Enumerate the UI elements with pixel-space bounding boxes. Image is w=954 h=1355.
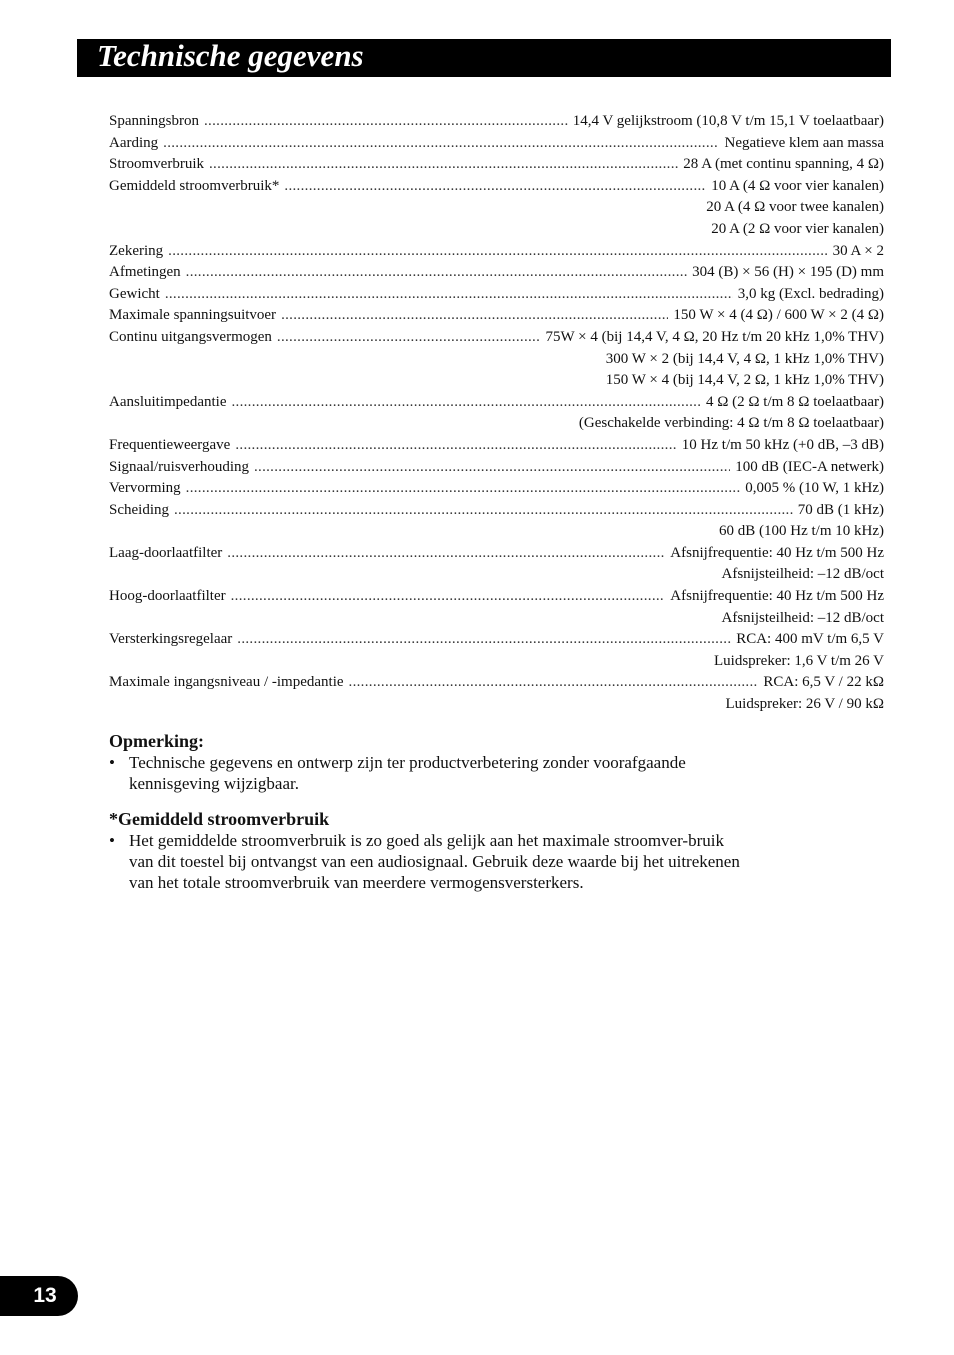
spec-label: Versterkingsregelaar bbox=[109, 631, 233, 648]
spec-label: Hoog-doorlaatfilter bbox=[109, 588, 226, 605]
spec-value: 70 dB (1 kHz) bbox=[797, 501, 884, 518]
remark-bullet-item bbox=[109, 752, 749, 794]
page-number: 13 bbox=[33, 1284, 57, 1307]
spec-row bbox=[109, 502, 884, 524]
spec-label: Aansluitimpedantie bbox=[109, 393, 227, 410]
average-consumption-text: Het gemiddelde stroomverbruik is zo goed als gelijk aan het maximale stroomver-bruik van dit toestel bij ontvangst van een audiosignaal. Gebruik deze waarde bij het uitrekenen van het totale stroomverbruik van meerdere vermogensversterkers. bbox=[129, 831, 740, 892]
spec-row-continuation bbox=[109, 523, 884, 545]
dot-leader bbox=[209, 156, 678, 173]
remark-heading: Opmerking: bbox=[109, 731, 205, 751]
spec-row-continuation bbox=[109, 610, 884, 632]
spec-row bbox=[109, 156, 884, 178]
page-title: Technische gegevens bbox=[97, 38, 364, 73]
spec-value: Afsnijsteilheid: –12 dB/oct bbox=[721, 609, 884, 626]
dot-leader bbox=[284, 178, 706, 195]
title-bar bbox=[77, 39, 891, 77]
spec-label: Vervorming bbox=[109, 480, 181, 497]
spec-value: Afsnijfrequentie: 40 Hz t/m 500 Hz bbox=[670, 588, 884, 605]
spec-label: Frequentieweergave bbox=[109, 436, 231, 453]
spec-row bbox=[109, 264, 884, 286]
spec-row bbox=[109, 113, 884, 135]
spec-row bbox=[109, 674, 884, 696]
spec-row bbox=[109, 394, 884, 416]
dot-leader bbox=[163, 135, 719, 152]
bullet-mark: • bbox=[109, 753, 115, 772]
spec-value: 304 (B) × 56 (H) × 195 (D) mm bbox=[692, 264, 884, 281]
spec-row bbox=[109, 307, 884, 329]
spec-value: 60 dB (100 Hz t/m 10 kHz) bbox=[719, 523, 884, 540]
spec-row-continuation bbox=[109, 372, 884, 394]
spec-value: 10 A (4 Ω voor vier kanalen) bbox=[711, 177, 884, 194]
spec-label: Maximale spanningsuitvoer bbox=[109, 307, 277, 324]
spec-label: Afmetingen bbox=[109, 264, 181, 281]
spec-value: 20 A (4 Ω voor twee kanalen) bbox=[706, 199, 884, 216]
spec-row-continuation bbox=[109, 415, 884, 437]
spec-row bbox=[109, 545, 884, 567]
spec-row-continuation bbox=[109, 221, 884, 243]
dot-leader bbox=[204, 113, 568, 130]
spec-value: Afsnijfrequentie: 40 Hz t/m 500 Hz bbox=[670, 544, 884, 561]
spec-value: 75W × 4 (bij 14,4 V, 4 Ω, 20 Hz t/m 20 kHz 1,0% THV) bbox=[545, 328, 884, 345]
spec-value: 300 W × 2 (bij 14,4 V, 4 Ω, 1 kHz 1,0% THV) bbox=[605, 350, 884, 367]
dot-leader bbox=[237, 631, 731, 648]
spec-row bbox=[109, 631, 884, 653]
spec-row-continuation bbox=[109, 199, 884, 221]
spec-value: 30 A × 2 bbox=[832, 242, 884, 259]
spec-row bbox=[109, 286, 884, 308]
spec-value: Luidspreker: 26 V / 90 kΩ bbox=[725, 696, 884, 713]
dot-leader bbox=[231, 588, 666, 605]
spec-row-continuation bbox=[109, 566, 884, 588]
notes-section bbox=[109, 730, 749, 893]
spec-list bbox=[109, 113, 884, 718]
spec-value: 3,0 kg (Excl. bedrading) bbox=[737, 285, 884, 302]
dot-leader bbox=[186, 264, 687, 281]
dot-leader bbox=[349, 674, 759, 691]
spec-value: 0,005 % (10 W, 1 kHz) bbox=[745, 480, 884, 497]
spec-value: RCA: 400 mV t/m 6,5 V bbox=[736, 631, 884, 648]
spec-row-continuation bbox=[109, 351, 884, 373]
spec-label: Maximale ingangsniveau / -impedantie bbox=[109, 674, 344, 691]
spec-row bbox=[109, 437, 884, 459]
dot-leader bbox=[231, 394, 701, 411]
spec-value: (Geschakelde verbinding: 4 Ω t/m 8 Ω toelaatbaar) bbox=[578, 415, 884, 432]
spec-value: 150 W × 4 (bij 14,4 V, 2 Ω, 1 kHz 1,0% THV) bbox=[605, 372, 884, 389]
bullet-mark: • bbox=[109, 831, 115, 850]
spec-value: 20 A (2 Ω voor vier kanalen) bbox=[711, 220, 884, 237]
spec-value: Luidspreker: 1,6 V t/m 26 V bbox=[714, 652, 884, 669]
spec-value: 150 W × 4 (4 Ω) / 600 W × 2 (4 Ω) bbox=[673, 307, 884, 324]
dot-leader bbox=[281, 307, 668, 324]
dot-leader bbox=[235, 437, 676, 454]
spec-row bbox=[109, 459, 884, 481]
spec-label: Zekering bbox=[109, 242, 164, 259]
spec-value: 28 A (met continu spanning, 4 Ω) bbox=[683, 156, 884, 173]
spec-label: Laag-doorlaatfilter bbox=[109, 544, 223, 561]
dot-leader bbox=[165, 286, 733, 303]
spec-row bbox=[109, 480, 884, 502]
spec-label: Stroomverbruik bbox=[109, 156, 204, 173]
spec-label: Gewicht bbox=[109, 285, 160, 302]
page-number-tab bbox=[0, 1276, 78, 1316]
spec-value: Afsnijsteilheid: –12 dB/oct bbox=[721, 566, 884, 583]
dot-leader bbox=[186, 480, 741, 497]
spec-row-continuation bbox=[109, 696, 884, 718]
spec-row bbox=[109, 178, 884, 200]
spec-value: 10 Hz t/m 50 kHz (+0 dB, –3 dB) bbox=[681, 436, 884, 453]
spec-label: Aarding bbox=[109, 134, 159, 151]
spec-value: RCA: 6,5 V / 22 kΩ bbox=[763, 674, 884, 691]
dot-leader bbox=[277, 329, 541, 346]
spec-row-continuation bbox=[109, 653, 884, 675]
dot-leader bbox=[227, 545, 665, 562]
spec-row bbox=[109, 329, 884, 351]
spec-value: 4 Ω (2 Ω t/m 8 Ω toelaatbaar) bbox=[706, 393, 884, 410]
spec-label: Gemiddeld stroomverbruik* bbox=[109, 177, 280, 194]
spec-row bbox=[109, 135, 884, 157]
spec-label: Signaal/ruisverhouding bbox=[109, 458, 249, 475]
spec-label: Spanningsbron bbox=[109, 113, 199, 129]
spec-value: Negatieve klem aan massa bbox=[724, 134, 884, 151]
spec-row bbox=[109, 243, 884, 265]
spec-row bbox=[109, 588, 884, 610]
spec-value: 100 dB (IEC-A netwerk) bbox=[735, 458, 884, 475]
spec-label: Continu uitgangsvermogen bbox=[109, 328, 272, 345]
dot-leader bbox=[254, 459, 730, 476]
dot-leader bbox=[174, 502, 793, 519]
spec-label: Scheiding bbox=[109, 501, 169, 518]
dot-leader bbox=[168, 243, 827, 260]
average-consumption-heading: *Gemiddeld stroomverbruik bbox=[109, 809, 330, 829]
average-consumption-bullet-item bbox=[109, 830, 749, 893]
remark-text: Technische gegevens en ontwerp zijn ter productverbetering zonder voorafgaande kennisgeving wijzigbaar. bbox=[129, 753, 686, 793]
spec-value: 14,4 V gelijkstroom (10,8 V t/m 15,1 V toelaatbaar) bbox=[572, 113, 884, 129]
